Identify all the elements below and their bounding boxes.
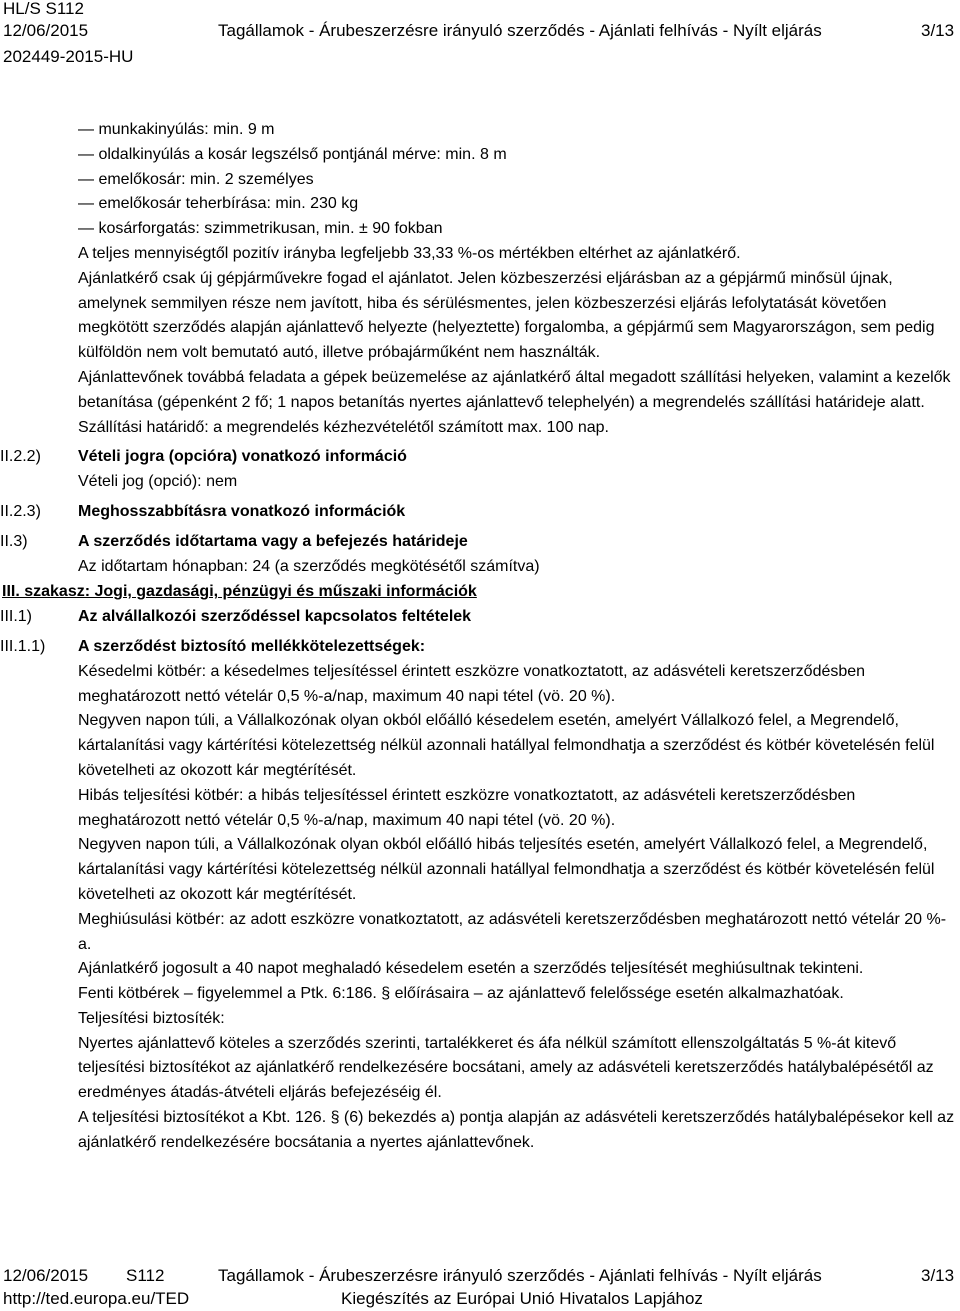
section-iii-1 bbox=[0, 605, 960, 630]
section-iii-1-1 bbox=[0, 635, 960, 1156]
section-heading: Az alvállalkozói szerződéssel kapcsolatos feltételek bbox=[78, 608, 472, 626]
paragraph: Fenti kötbérek – figyelemmel a Ptk. 6:186. § előírásaira – az ajánlattevő felelőssége esetén alkalmazhatóak. bbox=[78, 985, 844, 1003]
notice-number: 202449-2015-HU bbox=[3, 47, 134, 66]
section-number: III.1.1) bbox=[0, 637, 46, 655]
section-number: II.3) bbox=[0, 532, 28, 550]
section-iii-title: III. szakasz: Jogi, gazdasági, pénzügyi és műszaki információk bbox=[2, 583, 477, 601]
list-item: — emelőkosár teherbírása: min. 230 kg bbox=[78, 195, 359, 213]
section-ii-3 bbox=[0, 530, 960, 580]
footer-title: Tagállamok - Árubeszerzésre irányuló szerződés - Ajánlati felhívás - Nyílt eljárás bbox=[218, 1266, 822, 1285]
footer-url: http://ted.europa.eu/TED bbox=[3, 1289, 190, 1308]
installation-paragraph: Ajánlattevőnek továbbá feladata a gépek beüzemelése az ajánlatkérő által megadott szállítási helyeken, valamint a kezelők betanítása (gépenként 2 fő; 1 napos betanítás nyertes ajánlattevő telephelyén) a megrendelés szállítási határideje alatt. bbox=[78, 368, 951, 411]
paragraph: Negyven napon túli, a Vállalkozónak olyan okból előálló késedelem esetén, amelyért Vállalkozó felel, a Megrendelő, kártalanítási vagy kártérítési kötelezettség nélkül azonnali hatállyal felmondhatja a szerződést és kötbér követelésén felül követelheti az okozott kár megtérítését. bbox=[78, 712, 935, 779]
list-item: — oldalkinyúlás a kosár legszélső pontjánál mérve: min. 8 m bbox=[78, 145, 507, 163]
section-heading: Vételi jogra (opcióra) vonatkozó információ bbox=[78, 448, 407, 466]
section-number: II.2.2) bbox=[0, 448, 41, 466]
paragraph: Ajánlatkérő jogosult a 40 napot meghaladó késedelem esetén a szerződés teljesítését meghiúsultnak tekinteni. bbox=[78, 960, 864, 978]
footer-publisher: Kiegészítés az Európai Unió Hivatalos Lapjához bbox=[341, 1289, 703, 1308]
header-title: Tagállamok - Árubeszerzésre irányuló szerződés - Ajánlati felhívás - Nyílt eljárás bbox=[218, 21, 822, 40]
section-ii-2-3 bbox=[0, 500, 960, 525]
section-heading: Meghosszabbításra vonatkozó információk bbox=[78, 502, 406, 520]
section-number: II.2.3) bbox=[0, 502, 41, 520]
header-page-number: 3/13 bbox=[921, 21, 955, 40]
section-number: III.1) bbox=[0, 608, 33, 626]
section-ii-2-2 bbox=[0, 445, 960, 495]
delivery-paragraph: Szállítási határidő: a megrendelés kézhezvételétől számított max. 100 nap. bbox=[78, 418, 609, 436]
requirements-list bbox=[78, 118, 956, 242]
page-header bbox=[0, 0, 960, 72]
section-text: Vételi jog (opció): nem bbox=[78, 473, 238, 491]
section-text: Az időtartam hónapban: 24 (a szerződés megkötésétől számítva) bbox=[78, 557, 540, 575]
page-footer bbox=[0, 1264, 960, 1311]
footer-series: S112 bbox=[126, 1266, 165, 1285]
section-heading: A szerződést biztosító mellékkötelezettségek: bbox=[78, 637, 426, 655]
tolerance-paragraph: A teljes mennyiségtől pozitív irányba legfeljebb 33,33 %-os mértékben eltérhet az ajánlatkérő. bbox=[78, 244, 741, 262]
paragraph: Negyven napon túli, a Vállalkozónak olyan okból előálló hibás teljesítés esetén, amelyért Vállalkozó felel, a Megrendelő, kártalanítási vagy kártérítési kötelezettség nélkül azonnali hatállyal felmondhatja a szerződést és kötbér követelésén felül követelheti az okozott kár megtérítését. bbox=[78, 836, 935, 903]
footer-date: 12/06/2015 bbox=[3, 1266, 89, 1285]
list-item: — kosárforgatás: szimmetrikusan, min. ± 90 fokban bbox=[78, 220, 443, 238]
paragraph: A teljesítési biztosítékot a Kbt. 126. § (6) bekezdés a) pontja alapján az adásvételi keretszerződés hatálybalépésekor kell az ajánlatkérő rendelkezésére bocsátania a nyertes ajánlattevőnek. bbox=[78, 1109, 955, 1151]
paragraph: Meghiúsulási kötbér: az adott eszközre vonatkoztatott, az adásvételi keretszerződésben meghatározott nettó vételár 20 %-a. bbox=[78, 910, 947, 953]
document-body bbox=[0, 118, 960, 1156]
paragraph: Hibás teljesítési kötbér: a hibás teljesítéssel érintett eszközre vonatkoztatott, az adásvételi keretszerződésben meghatározott nettó vételár 0,5 %-a/nap, maximum 40 napi tétel (vö. 20 %). bbox=[78, 786, 856, 829]
journal-label: HL/S S112 bbox=[3, 0, 84, 18]
list-item: — emelőkosár: min. 2 személyes bbox=[78, 170, 314, 188]
paragraph: Teljesítési biztosíték: bbox=[78, 1009, 225, 1027]
footer-page-number: 3/13 bbox=[921, 1266, 955, 1285]
section-heading: A szerződés időtartama vagy a befejezés határideje bbox=[78, 532, 468, 550]
paragraph: Nyertes ajánlattevő köteles a szerződés szerinti, tartalékkeret és áfa nélkül számított ellenszolgáltatás 5 %-át kitevő teljesítési biztosítékot az ajánlatkérő rendelkezésére bocsátani, amely az adásvételi keretszerződés hatálybalépésétől az eredményes átadás-átvételi eljárás befejezéséig él. bbox=[78, 1034, 934, 1102]
list-item: — munkakinyúlás: min. 9 m bbox=[78, 121, 275, 138]
header-date: 12/06/2015 bbox=[3, 21, 89, 40]
paragraph: Késedelmi kötbér: a késedelmes teljesítéssel érintett eszközre vonatkoztatott, az adásvételi keretszerződésben meghatározott nettó vételár 0,5 %-a/nap, maximum 40 napi tétel (vö. 20 %). bbox=[78, 662, 866, 705]
new-vehicles-paragraph: Ajánlatkérő csak új gépjárművekre fogad el ajánlatot. Jelen közbeszerzési eljárásban az a gépjármű minősül újnak, amelynek semmilyen része nem javított, hiba és sérülésmentes, jelen közbeszerzési eljárás lefolytatását követően megkötött szerződés alapján ajánlattevő helyezte (helyeztette) forgalomba, a gépjármű sem Magyarországon, sem pedig külföldön nem volt bemutató autó, illetve próbajárműként nem használták. bbox=[78, 269, 935, 362]
